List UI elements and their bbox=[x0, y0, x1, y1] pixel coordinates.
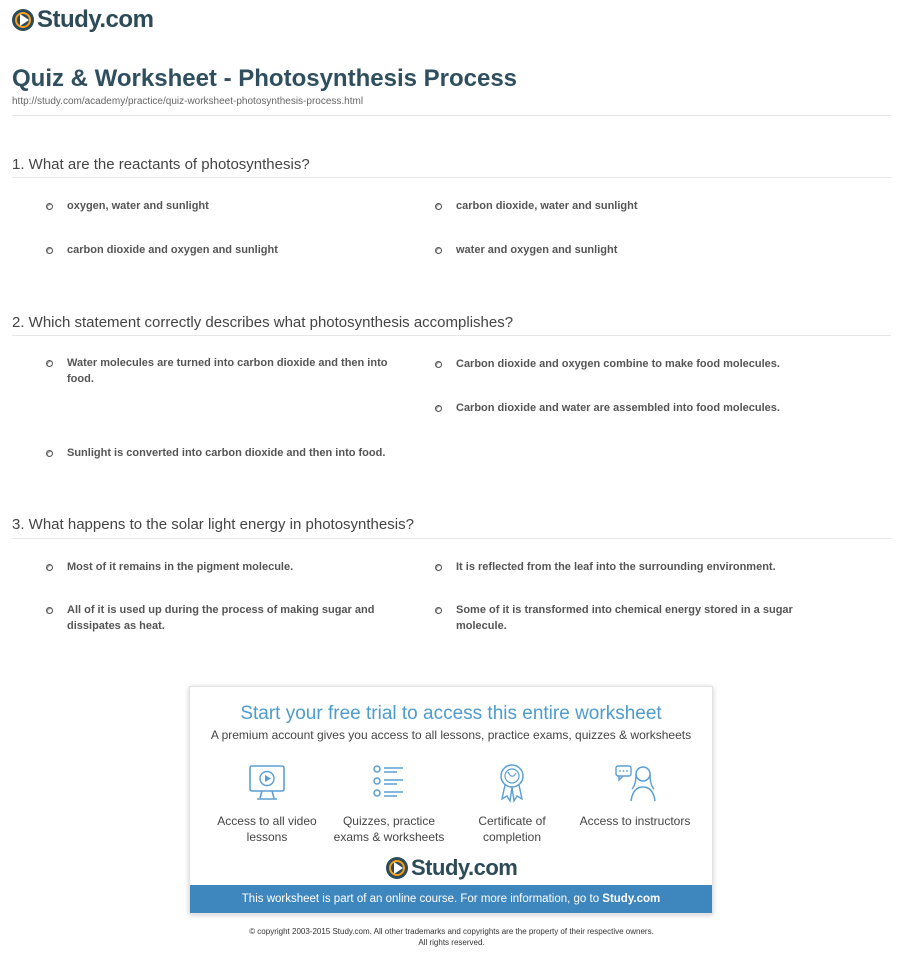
feature-quizzes bbox=[327, 763, 451, 845]
radio-button[interactable] bbox=[46, 360, 53, 367]
feature-instructors bbox=[573, 763, 697, 829]
feature-label: Access to all video lessons bbox=[217, 814, 317, 844]
question-3-divider bbox=[12, 538, 891, 539]
feature-label: Access to instructors bbox=[579, 814, 691, 828]
promo-logo-text: Study.com bbox=[411, 855, 518, 880]
option-label: It is reflected from the leaf into the surrounding environment. bbox=[456, 561, 776, 573]
page-title: Quiz & Worksheet - Photosynthesis Process bbox=[12, 65, 518, 92]
header-divider bbox=[12, 115, 891, 116]
option-label: water and oxygen and sunlight bbox=[456, 244, 618, 256]
checklist-icon bbox=[367, 763, 411, 803]
question-1-option-d[interactable] bbox=[435, 242, 855, 258]
question-2-option-a[interactable] bbox=[46, 355, 416, 387]
option-label: carbon dioxide, water and sunlight bbox=[456, 200, 638, 212]
feature-label: Certificate of completion bbox=[478, 814, 546, 844]
copyright-footer bbox=[0, 926, 903, 948]
question-1-option-a[interactable] bbox=[46, 198, 406, 214]
question-3-option-c[interactable] bbox=[46, 602, 416, 634]
question-2: 2. Which statement correctly describes what photosynthesis accomplishes? bbox=[12, 314, 514, 331]
free-trial-promo bbox=[189, 686, 713, 914]
promo-headline[interactable]: Start your free trial to access this entire worksheet bbox=[240, 703, 662, 724]
option-label: Most of it remains in the pigment molecule. bbox=[67, 561, 294, 573]
radio-button[interactable] bbox=[435, 203, 442, 210]
promo-studycom-logo[interactable] bbox=[386, 855, 517, 881]
play-logo-icon bbox=[12, 9, 34, 31]
question-2-option-b[interactable] bbox=[435, 356, 875, 372]
question-2-option-d[interactable] bbox=[46, 445, 426, 461]
instructor-icon bbox=[613, 763, 657, 803]
option-label: Carbon dioxide and water are assembled into food molecules. bbox=[456, 402, 780, 414]
radio-button[interactable] bbox=[435, 361, 442, 368]
question-1-option-c[interactable] bbox=[46, 242, 406, 258]
question-1-option-b[interactable] bbox=[435, 198, 855, 214]
option-label: carbon dioxide and oxygen and sunlight bbox=[67, 244, 278, 256]
option-label: Sunlight is converted into carbon dioxide and then into food. bbox=[67, 447, 386, 459]
radio-button[interactable] bbox=[435, 607, 442, 614]
radio-button[interactable] bbox=[46, 247, 53, 254]
copyright-line: © copyright 2003-2015 Study.com. All other trademarks and copyrights are the property of their respective owners. bbox=[249, 927, 654, 936]
page-url[interactable]: http://study.com/academy/practice/quiz-worksheet-photosynthesis-process.html bbox=[12, 96, 364, 107]
feature-certificate bbox=[450, 763, 574, 845]
feature-video-lessons bbox=[205, 763, 329, 845]
radio-button[interactable] bbox=[46, 564, 53, 571]
radio-button[interactable] bbox=[435, 405, 442, 412]
logo-text: Study.com bbox=[37, 6, 154, 33]
play-logo-icon bbox=[386, 857, 408, 879]
option-label: Water molecules are turned into carbon dioxide and then into food. bbox=[67, 357, 388, 385]
radio-button[interactable] bbox=[435, 564, 442, 571]
question-3-option-b[interactable] bbox=[435, 559, 875, 575]
option-label: oxygen, water and sunlight bbox=[67, 200, 209, 212]
option-label: All of it is used up during the process of making sugar and dissipates as heat. bbox=[67, 604, 375, 632]
studycom-link[interactable]: Study.com bbox=[602, 893, 661, 905]
certificate-icon bbox=[490, 763, 534, 803]
radio-button[interactable] bbox=[435, 247, 442, 254]
question-3: 3. What happens to the solar light energy in photosynthesis? bbox=[12, 516, 414, 533]
question-2-divider bbox=[12, 335, 891, 336]
question-1-divider bbox=[12, 177, 891, 178]
option-label: Some of it is transformed into chemical energy stored in a sugar molecule. bbox=[456, 604, 793, 632]
question-3-option-d[interactable] bbox=[435, 602, 855, 634]
radio-button[interactable] bbox=[46, 450, 53, 457]
studycom-logo[interactable] bbox=[12, 6, 153, 34]
promo-subtitle: A premium account gives you access to all lessons, practice exams, quizzes & worksheets bbox=[210, 728, 692, 742]
course-info-text: This worksheet is part of an online course. For more information, go to bbox=[241, 893, 603, 905]
question-1: 1. What are the reactants of photosynthesis? bbox=[12, 156, 310, 173]
rights-line: All rights reserved. bbox=[418, 938, 485, 947]
option-label: Carbon dioxide and oxygen combine to make food molecules. bbox=[456, 358, 780, 370]
question-2-option-c[interactable] bbox=[435, 400, 875, 416]
radio-button[interactable] bbox=[46, 203, 53, 210]
video-lesson-icon bbox=[245, 763, 289, 803]
feature-label: Quizzes, practice exams & worksheets bbox=[333, 814, 445, 844]
course-info-bar bbox=[190, 885, 712, 913]
question-3-option-a[interactable] bbox=[46, 559, 416, 575]
radio-button[interactable] bbox=[46, 607, 53, 614]
